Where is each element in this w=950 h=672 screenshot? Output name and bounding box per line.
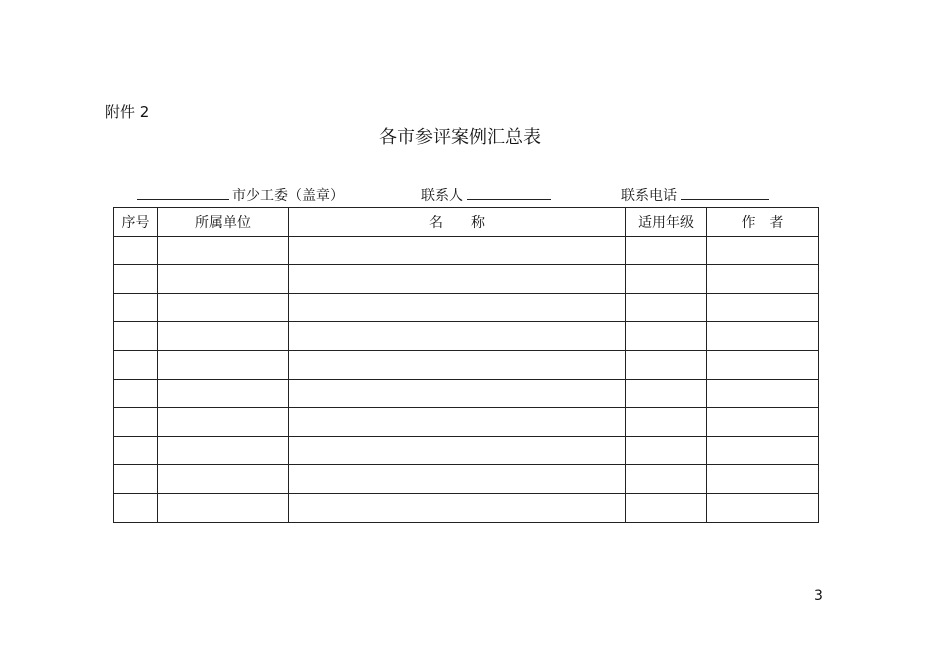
grade-cell[interactable] xyxy=(626,322,707,351)
author-cell[interactable] xyxy=(707,408,819,437)
table-row xyxy=(114,465,819,494)
document-title: 各市参评案例汇总表 xyxy=(379,127,541,148)
name-cell[interactable] xyxy=(289,465,626,494)
index-cell[interactable] xyxy=(114,408,158,437)
phone-blank-line[interactable] xyxy=(681,185,769,200)
contact-blank-line[interactable] xyxy=(467,185,551,200)
grade-cell[interactable] xyxy=(626,436,707,465)
grade-cell[interactable] xyxy=(626,465,707,494)
author-cell[interactable] xyxy=(707,293,819,322)
name-cell[interactable] xyxy=(289,265,626,294)
author-cell[interactable] xyxy=(707,350,819,379)
grade-cell[interactable] xyxy=(626,379,707,408)
index-cell[interactable] xyxy=(114,465,158,494)
author-cell[interactable] xyxy=(707,436,819,465)
table-row xyxy=(114,265,819,294)
table-header-row xyxy=(114,208,819,237)
contact-label: 联系人 xyxy=(421,188,463,204)
unit-cell[interactable] xyxy=(158,436,289,465)
case-summary-table xyxy=(113,207,819,523)
name-cell[interactable] xyxy=(289,322,626,351)
author-cell[interactable] xyxy=(707,236,819,265)
author-cell[interactable] xyxy=(707,493,819,522)
header-unit: 所属单位 xyxy=(158,208,289,237)
name-cell[interactable] xyxy=(289,493,626,522)
unit-cell[interactable] xyxy=(158,350,289,379)
table-row xyxy=(114,236,819,265)
index-cell[interactable] xyxy=(114,379,158,408)
grade-cell[interactable] xyxy=(626,236,707,265)
grade-cell[interactable] xyxy=(626,408,707,437)
grade-cell[interactable] xyxy=(626,265,707,294)
table-row xyxy=(114,436,819,465)
name-cell[interactable] xyxy=(289,408,626,437)
phone-field xyxy=(621,185,769,206)
unit-cell[interactable] xyxy=(158,265,289,294)
name-cell[interactable] xyxy=(289,236,626,265)
table-row xyxy=(114,408,819,437)
index-cell[interactable] xyxy=(114,322,158,351)
index-cell[interactable] xyxy=(114,236,158,265)
unit-cell[interactable] xyxy=(158,493,289,522)
index-cell[interactable] xyxy=(114,293,158,322)
header-author: 作 者 xyxy=(707,208,819,237)
grade-cell[interactable] xyxy=(626,493,707,522)
city-seal-label: 市少工委（盖章） xyxy=(232,188,344,204)
grade-cell[interactable] xyxy=(626,350,707,379)
index-cell[interactable] xyxy=(114,436,158,465)
page-number: 3 xyxy=(814,588,823,604)
table-row xyxy=(114,350,819,379)
table-row xyxy=(114,322,819,351)
author-cell[interactable] xyxy=(707,379,819,408)
unit-cell[interactable] xyxy=(158,379,289,408)
table-row xyxy=(114,493,819,522)
author-cell[interactable] xyxy=(707,465,819,494)
unit-cell[interactable] xyxy=(158,465,289,494)
name-cell[interactable] xyxy=(289,436,626,465)
city-blank-line[interactable] xyxy=(137,185,229,200)
header-index: 序号 xyxy=(114,208,158,237)
table-row xyxy=(114,293,819,322)
header-name: 名 称 xyxy=(289,208,626,237)
attachment-label: 附件 2 xyxy=(105,103,150,121)
unit-cell[interactable] xyxy=(158,236,289,265)
header-grade: 适用年级 xyxy=(626,208,707,237)
index-cell[interactable] xyxy=(114,350,158,379)
contact-field xyxy=(421,185,551,206)
grade-cell[interactable] xyxy=(626,293,707,322)
index-cell[interactable] xyxy=(114,265,158,294)
name-cell[interactable] xyxy=(289,379,626,408)
unit-cell[interactable] xyxy=(158,322,289,351)
unit-cell[interactable] xyxy=(158,408,289,437)
table-row xyxy=(114,379,819,408)
index-cell[interactable] xyxy=(114,493,158,522)
name-cell[interactable] xyxy=(289,350,626,379)
author-cell[interactable] xyxy=(707,265,819,294)
phone-label: 联系电话 xyxy=(621,188,677,204)
unit-cell[interactable] xyxy=(158,293,289,322)
name-cell[interactable] xyxy=(289,293,626,322)
author-cell[interactable] xyxy=(707,322,819,351)
city-seal-field xyxy=(137,185,344,206)
